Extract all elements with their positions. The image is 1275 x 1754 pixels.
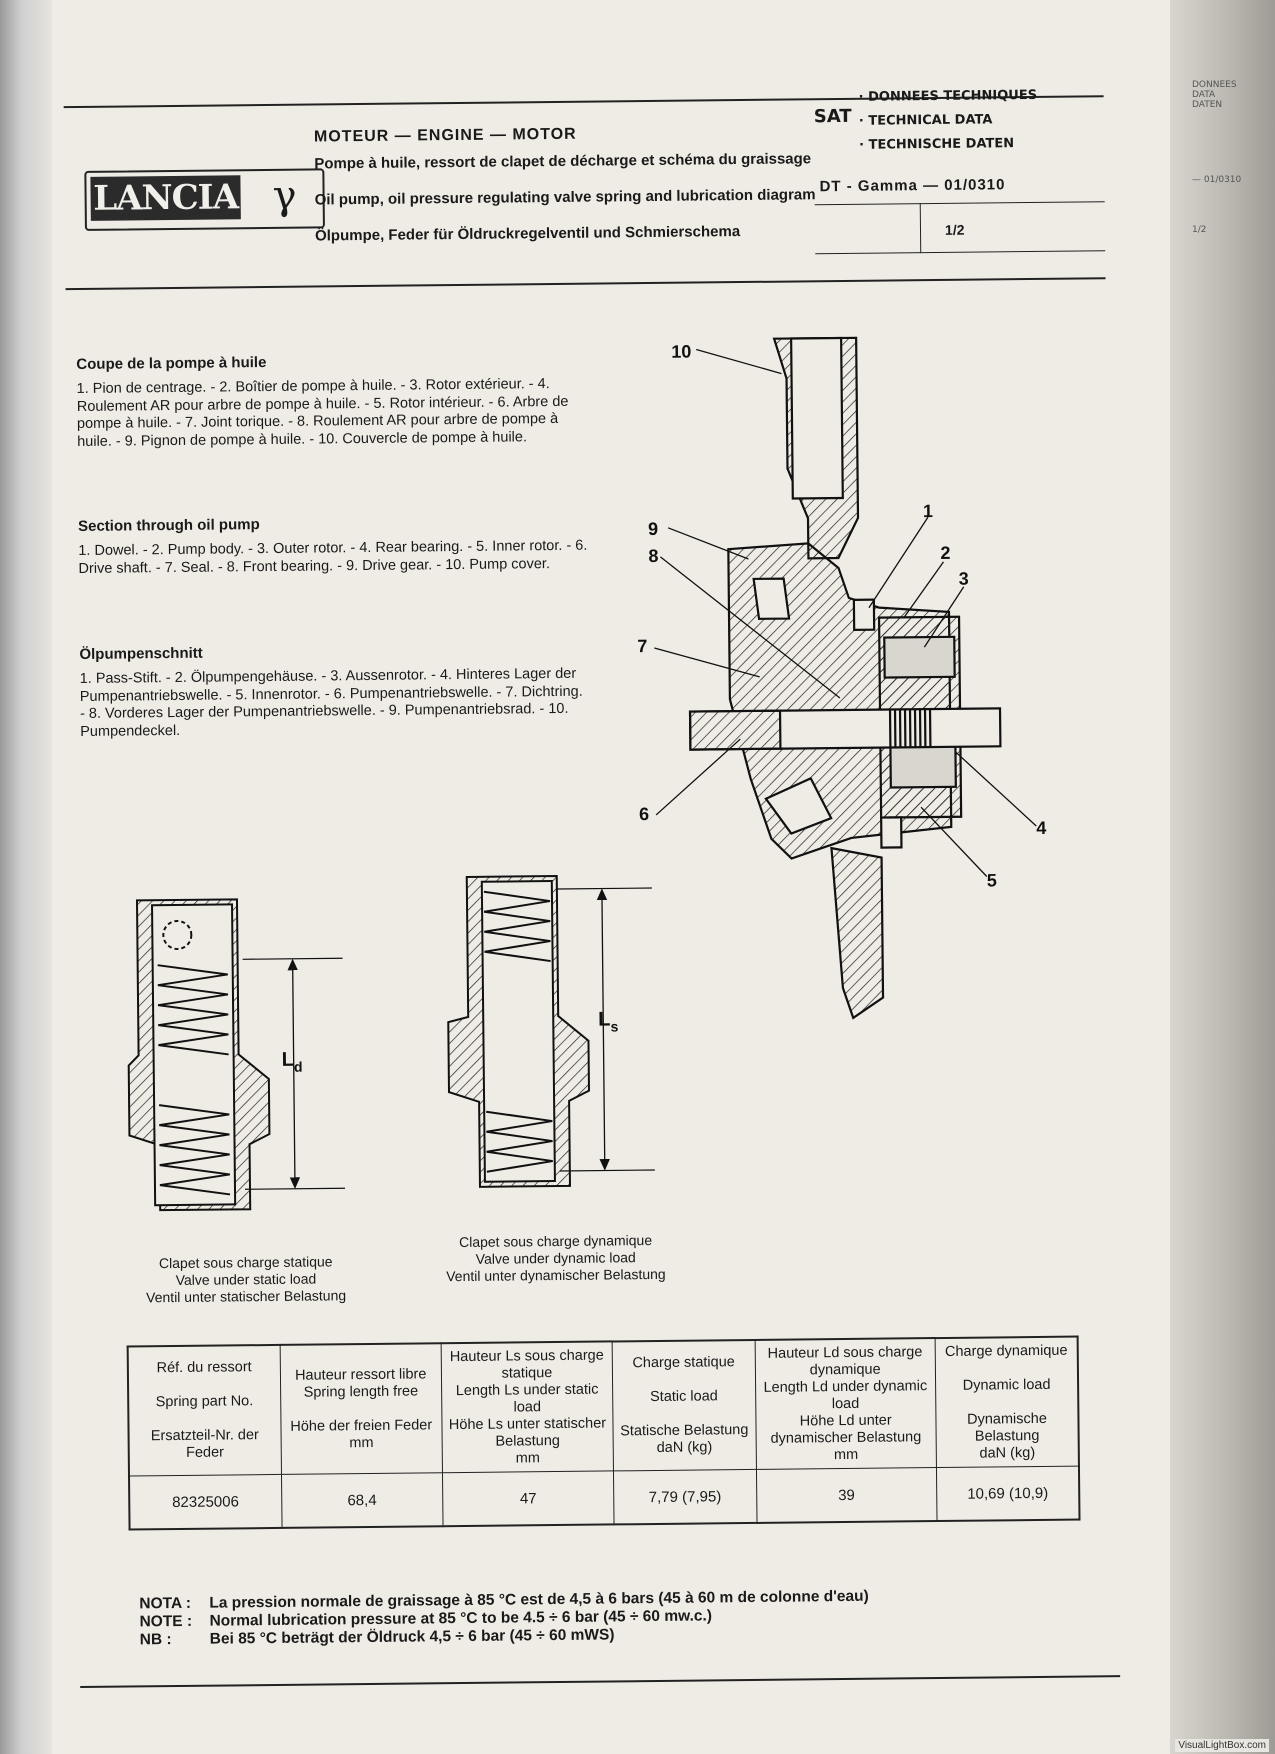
caption-line: Clapet sous charge statique [158, 1253, 333, 1272]
header-part-no: Réf. du ressort Spring part No. Ersatzteil-Nr. der Feder [128, 1345, 281, 1476]
callout-10: 10 [671, 341, 692, 362]
dimension-ld-label: $L_d$ [281, 1048, 303, 1075]
page-number: 1/2 [944, 221, 965, 238]
caption-dynamic [415, 1232, 696, 1286]
callout-9: 9 [648, 518, 659, 540]
header-dynamic-load: Charge dynamique Dynamic load Dynamische Belastung daN (kg) [935, 1337, 1079, 1468]
caption-line: Clapet sous charge dynamique [458, 1232, 653, 1251]
cell-static-length: 47 [442, 1471, 614, 1526]
caption-line: Ventil unter statischer Belastung [146, 1287, 347, 1306]
caption-line: Valve under static load [175, 1270, 317, 1289]
watermark: VisualLightBox.com [1175, 1739, 1269, 1752]
caption-static [116, 1253, 377, 1307]
book-binding-shadow [0, 0, 52, 1754]
legend-text-en: 1. Dowel. - 2. Pump body. - 3. Outer rotor. - 4. Rear bearing. - 5. Inner rotor. - 6. Drive shaft. - 7. Seal. - 8. Front bearing. - 9. Drive gear. - 10. Pump cover. [78, 537, 588, 577]
cell-dynamic-load: 10,69 (10,9) [936, 1466, 1079, 1521]
callout-8: 8 [648, 545, 659, 567]
legend-heading-en: Section through oil pump [77, 516, 260, 535]
callout-2: 2 [940, 542, 951, 563]
section-title: MOTEUR — ENGINE — MOTOR [313, 125, 577, 146]
header-free-length: Hauteur ressort libre Spring length free Höhe der freien Feder mm [280, 1343, 443, 1474]
spring-spec-table [127, 1336, 1081, 1531]
legend-text-fr: 1. Pion de centrage. - 2. Boîtier de pompe à huile. - 3. Rotor extérieur. - 4. Roulement AR pour arbre de pompe à huile. - 5. Rotor intérieur. - 6. Arbre de pompe à huile. - 7. Joint torique. - 8. Roulement AR pour arbre de pompe à huile. - 9. Pignon de pompe à huile. - 10. Couvercle de pompe à huile. [76, 376, 569, 450]
legend-text-de: 1. Pass-Stift. - 2. Ölpumpengehäuse. - 3. Aussenrotor. - 4. Hinteres Lager der Pumpenantriebswelle. - 5. Innenrotor. - 6. Pumpenantriebswelle. - 7. Dichtring. - 8. Vorderes Lager der Pumpenantriebswelle. - 9. Pumpenantriebsrad. - 10. Pumpendeckel. [79, 665, 583, 740]
callout-5: 5 [986, 870, 997, 891]
edge-tab: — 01/0310 [1192, 175, 1242, 185]
technical-drawings [43, 0, 1175, 1346]
sat-item: · TECHNISCHE DATEN [859, 136, 1015, 153]
table-row [129, 1466, 1080, 1529]
note-fr: NOTA : La pression normale de graissage à 85 °C est de 4,5 à 6 bars (45 à 60 m de colonne d'eau) [139, 1587, 869, 1613]
sat-item: · DONNEES TECHNIQUES [858, 87, 1038, 105]
header-static-length: Hauteur Ls sous charge statique Length Ls under static load Höhe Ls unter statischer Belastung mm [441, 1341, 613, 1472]
header-static-load: Charge statique Static load Statische Belastung daN (kg) [612, 1340, 756, 1471]
subtitle-fr: Pompe à huile, ressort de clapet de décharge et schéma du graissage [314, 150, 812, 173]
legend-heading-de: Ölpumpenschnitt [79, 644, 203, 663]
callout-1: 1 [922, 501, 934, 522]
header-dynamic-length: Hauteur Ld sous charge dynamique Length Ld under dynamic load Höhe Ld unter dynamischer Belastung mm [755, 1338, 937, 1469]
footer-rule [80, 1675, 1120, 1688]
sat-item: · TECHNICAL DATA [858, 112, 993, 129]
dimension-ls-label: $L_s$ [598, 1008, 619, 1035]
oil-pump-section [686, 336, 1003, 1019]
edge-tab: DONNEES DATA DATEN [1192, 80, 1237, 110]
cell-static-load: 7,79 (7,95) [613, 1469, 756, 1524]
subtitle-de: Ölpumpe, Feder für Öldruckregelventil und Schmierschema [314, 223, 741, 245]
legend-heading-fr: Coupe de la pompe à huile [76, 354, 267, 373]
edge-tab: 1/2 [1192, 225, 1207, 235]
cell-dynamic-length: 39 [756, 1468, 937, 1523]
note-de: NB : Bei 85 °C beträgt der Öldruck 4,5 ÷ 6 bar (45 ÷ 60 mWS) [139, 1626, 615, 1649]
document-sheet [43, 0, 1179, 1754]
gamma-symbol: γ [272, 172, 297, 219]
note-en: NOTE : Normal lubrication pressure at 85 °C to be 4.5 ÷ 6 bar (45 ÷ 60 mw.c.) [139, 1607, 713, 1631]
callout-6: 6 [638, 804, 650, 825]
table-header-row [128, 1337, 1079, 1476]
sat-label: SAT [813, 105, 852, 128]
subtitle-en: Oil pump, oil pressure regulating valve spring and lubrication diagram [314, 186, 816, 209]
cell-part-no: 82325006 [129, 1474, 282, 1529]
valve-static-drawing [127, 898, 345, 1210]
cell-free-length: 68,4 [281, 1473, 443, 1528]
document-reference: DT - Gamma — 01/0310 [819, 176, 1006, 196]
logo-wordmark: LANCIA [90, 175, 240, 221]
callout-4: 4 [1036, 817, 1047, 838]
callout-3: 3 [958, 568, 969, 589]
caption-line: Valve under dynamic load [475, 1249, 636, 1267]
next-pages-edge [1170, 0, 1275, 1754]
callout-7: 7 [637, 636, 648, 657]
valve-dynamic-drawing [447, 875, 655, 1187]
caption-line: Ventil unter dynamischer Belastung [446, 1265, 666, 1285]
